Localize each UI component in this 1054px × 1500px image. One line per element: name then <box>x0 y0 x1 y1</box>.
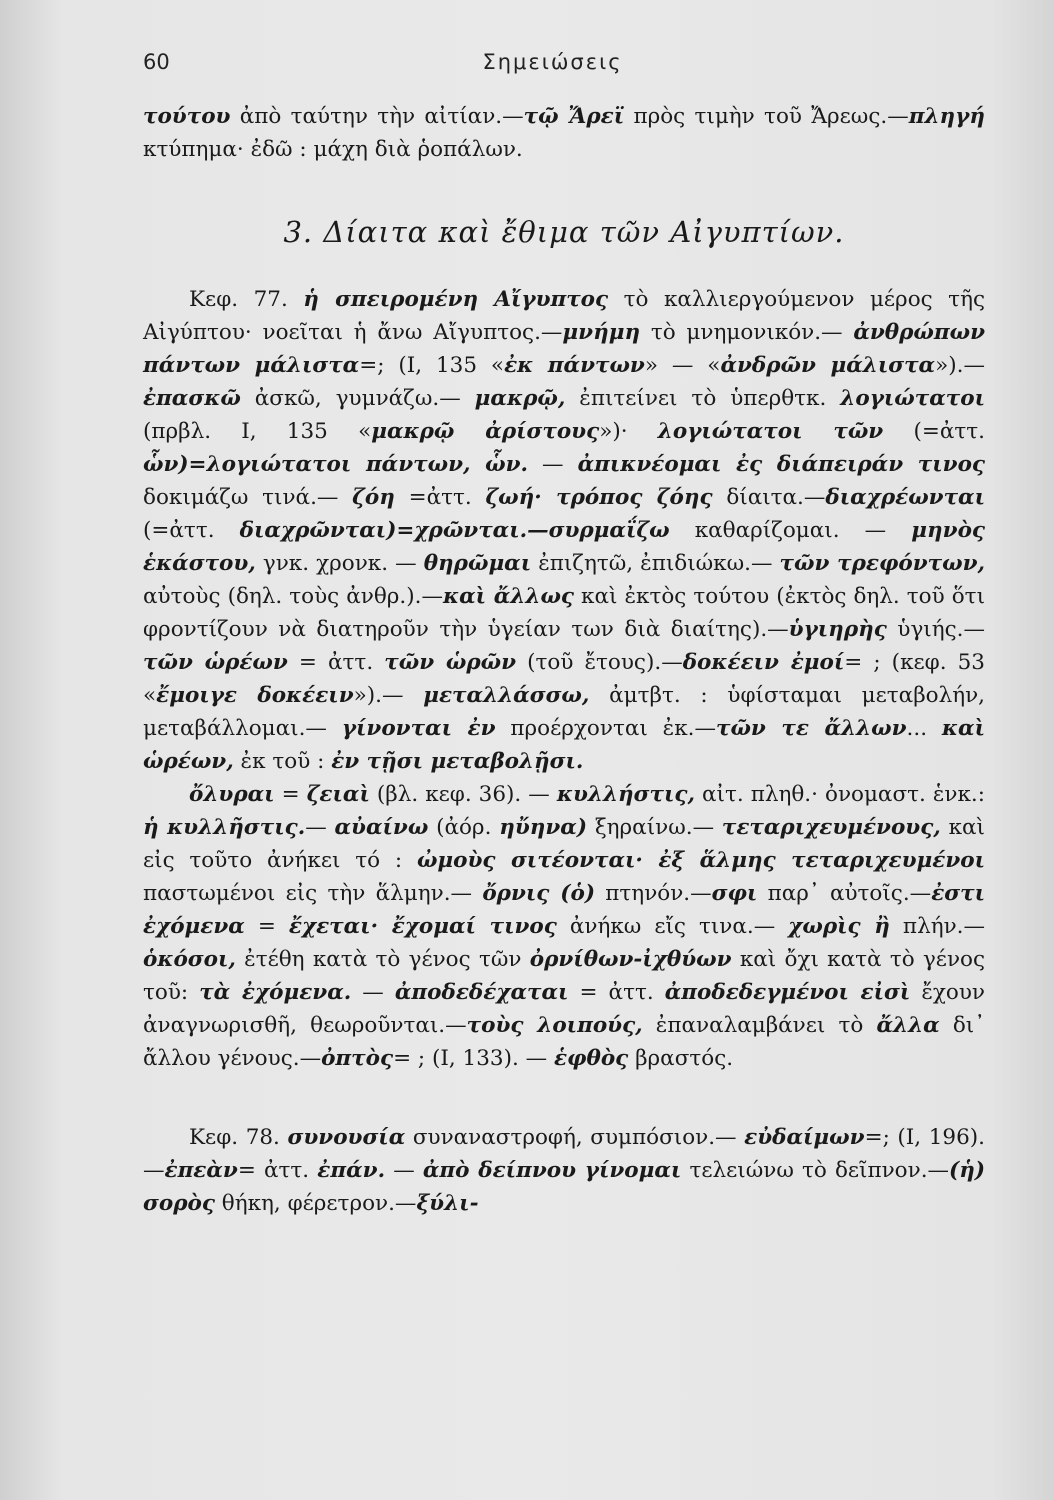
term: ἀπικνέομαι ἐς διάπειράν τινος <box>577 452 985 477</box>
gloss: αἰτ. πληθ.· ὀνομαστ. ἑνκ.: <box>694 782 986 807</box>
term: ὄρνις (ὁ) <box>482 881 595 906</box>
chapter-label: Κεφ. 78. <box>189 1125 288 1150</box>
term: ἐπεὰν <box>164 1158 238 1183</box>
term: ὀρνίθων-ἰχθύων <box>529 947 732 972</box>
chapter-77-paragraph <box>143 283 985 778</box>
gloss: (=ἀττ. <box>143 518 240 543</box>
term: ἐκ πάντων <box>504 353 645 378</box>
term: πληγή <box>908 104 985 129</box>
gloss: ἐπαναλαμβάνει τὸ <box>642 1013 877 1038</box>
term: λογιώτατοι τῶν <box>657 419 884 444</box>
term: ἐν τῇσι μεταβολῇσι. <box>331 749 584 774</box>
gloss: κτύπημα· ἐδῶ : μάχη διὰ ῥοπάλων. <box>143 137 523 162</box>
gloss: πλήν.— <box>889 914 985 939</box>
gloss: παστωμένοι εἰς τὴν ἅλμην.— <box>143 881 483 906</box>
term: μακρῷ, <box>474 386 566 411</box>
gloss: ἔχουν ἀναγνωρισθῆ, θεωροῦνται.— <box>143 980 986 1038</box>
gloss: (ἀόρ. <box>428 815 500 840</box>
gloss: » — « <box>644 353 721 378</box>
gloss: πτηνόν.— <box>595 881 712 906</box>
gloss: = <box>274 782 307 807</box>
term: δοκέειν ἐμοί <box>682 650 845 675</box>
gloss: = ; (κεφ. 53 « <box>143 650 985 708</box>
term: κυλλήστις, <box>556 782 695 807</box>
gloss: =; (I, 135 « <box>359 353 505 378</box>
gloss: ἀνήκω εἴς τινα.— <box>556 914 789 939</box>
gloss: — <box>385 1158 423 1183</box>
gloss: τελειώνω τὸ δεῖπνον.— <box>681 1158 950 1183</box>
chapter-78-paragraph <box>143 1121 985 1220</box>
gloss: = ἀττ. <box>237 1158 318 1183</box>
gloss: (=ἀττ. <box>883 419 985 444</box>
gloss: = ἀττ. <box>568 980 665 1005</box>
term: σφι <box>711 881 758 906</box>
term: γίνονται ἐν <box>341 716 496 741</box>
term: ἐπασκῶ <box>143 386 241 411</box>
gloss: παρ᾿ αὐτοῖς.— <box>757 881 932 906</box>
term: τεταριχευμένους, <box>721 815 941 840</box>
term: τοὺς λοιπούς, <box>466 1013 643 1038</box>
term: ὧν)=λογιώτατοι πάντων, ὧν. <box>143 452 529 477</box>
gloss: ἐτέθη κατὰ τὸ γένος τῶν <box>235 947 530 972</box>
term: ἀποδεδεγμένοι εἰσὶ <box>664 980 911 1005</box>
term: καὶ ἄλλως <box>443 584 575 609</box>
gloss: »)· <box>599 419 658 444</box>
term: ἀνθρώπων πάντων μάλιστα <box>143 320 986 378</box>
gloss: καθαρίζομαι. — <box>669 518 912 543</box>
term: διαχρέωνται <box>825 485 985 510</box>
term: τῶν τε ἄλλων <box>715 716 907 741</box>
olyrai-paragraph <box>143 778 985 1075</box>
term: ἔμοιγε δοκέειν <box>156 683 354 708</box>
gloss: ἐκ τοῦ : <box>233 749 332 774</box>
gloss: θήκη, φέρετρον.— <box>214 1191 417 1216</box>
paragraph-gap <box>143 1075 985 1121</box>
gloss: αὐτοὺς (δηλ. τοὺς ἀνθρ.).— <box>143 584 443 609</box>
gloss: = ἀττ. <box>287 650 385 675</box>
gloss: συναναστροφή, συμπόσιον.— <box>405 1125 745 1150</box>
gloss: =; (I, 196).— <box>143 1125 985 1183</box>
gloss: (τοῦ ἔτους).— <box>516 650 683 675</box>
page-body <box>143 100 985 1220</box>
gloss: — <box>351 980 395 1005</box>
term: ζόη <box>352 485 395 510</box>
term: τῷ Ἄρεϊ <box>523 104 625 129</box>
term: τὰ ἐχόμενα. <box>199 980 352 1005</box>
section-title: 3. Δίαιτα καὶ ἔθιμα τῶν Αἰγυπτίων. <box>283 215 845 249</box>
term: τῶν ὡρέων <box>143 650 288 675</box>
gloss: — <box>528 452 578 477</box>
gloss: ξηραίνω.— <box>587 815 722 840</box>
term: ζωή· τρόπος ζόης <box>485 485 713 510</box>
gloss: — <box>305 815 335 840</box>
term: ὀπτὸς <box>321 1046 394 1071</box>
gloss: ... <box>906 716 942 741</box>
gloss: =ἀττ. <box>394 485 486 510</box>
term: συνουσία <box>287 1125 406 1150</box>
gloss: δι᾿ ἄλλου γένους.— <box>143 1013 985 1071</box>
gloss: ἀσκῶ, γυμνάζω.— <box>240 386 475 411</box>
gloss: ἐπιζητῶ, ἐπιδιώκω.— <box>531 551 780 576</box>
gloss: ὑγιής.— <box>886 617 985 642</box>
gloss: ἀπὸ ταύτην τὴν αἰτίαν.— <box>230 104 524 129</box>
gloss: προέρχονται ἐκ.— <box>495 716 716 741</box>
term: ὁκόσοι, <box>143 947 236 972</box>
term: ηὔηνα) <box>499 815 588 840</box>
term: ὄλυραι <box>189 782 275 807</box>
gloss: (πρβλ. I, 135 « <box>143 419 372 444</box>
term: ἐπάν. <box>317 1158 386 1183</box>
intro-paragraph <box>143 100 985 166</box>
gloss: »).— <box>935 353 985 378</box>
term: μακρῷ ἀρίστους <box>371 419 600 444</box>
gloss: = ; (I, 133). — <box>393 1046 554 1071</box>
gloss: πρὸς τιμὴν τοῦ Ἄρεως.— <box>624 104 909 129</box>
gloss: δίαιτα.— <box>712 485 826 510</box>
term: αὐαίνω <box>334 815 429 840</box>
term: ξύλι- <box>416 1191 479 1216</box>
term: ζειαὶ <box>306 782 370 807</box>
gloss: καὶ ἐκτὸς τούτου (ἐκτὸς δηλ. τοῦ ὅτι φροντίζουν νὰ διατηροῦν τὴν ὑγείαν των διὰ διαίτης).— <box>143 584 986 642</box>
term: ἀνδρῶν μάλιστα <box>720 353 936 378</box>
gloss: γνκ. χρονκ. — <box>255 551 424 576</box>
gloss: τὸ μνημονικόν.— <box>640 320 854 345</box>
gloss: »).— <box>353 683 424 708</box>
term: ἑφθὸς <box>553 1046 629 1071</box>
term: τῶν τρεφόντων, <box>779 551 986 576</box>
gloss: καὶ ὄχι κατὰ τὸ γένος τοῦ: <box>143 947 985 1005</box>
term: ἔχεται· ἔχομαί τινος <box>288 914 557 939</box>
gloss: = <box>244 914 289 939</box>
term: τῶν ὡρῶν <box>384 650 517 675</box>
term: ὑγιηρὴς <box>788 617 887 642</box>
chapter-label: Κεφ. 77. <box>189 287 304 312</box>
page-number: 60 <box>143 50 170 74</box>
gloss: δοκιμάζω τινά.— <box>143 485 353 510</box>
term: μεταλλάσσω, <box>423 683 590 708</box>
term: καὶ ὡρέων, <box>143 716 985 774</box>
term: ἡ σπειρομένη Αἴγυπτος <box>303 287 609 312</box>
gloss: τὸ καλλιεργούμενον μέρος τῆς Αἰγύπτου· νοεῖται ἡ ἄνω Αἴγυπτος.— <box>143 287 985 345</box>
term: θηρῶμαι <box>423 551 532 576</box>
term: ἡ κυλλῆστις. <box>143 815 306 840</box>
term: (ἡ) σορὸς <box>143 1158 986 1216</box>
gloss: καὶ εἰς τοῦτο ἀνήκει τό : <box>143 815 985 873</box>
term: χωρὶς ἢ <box>788 914 890 939</box>
gloss: ἀμτβτ. : ὑφίσταμαι μεταβολήν, μεταβάλλομαι.— <box>143 683 985 741</box>
term: διαχρῶνται)=χρῶνται.—συρμαΐζω <box>239 518 670 543</box>
term: ἀποδεδέχαται <box>394 980 569 1005</box>
running-title: Σημειώσεις <box>482 50 623 74</box>
gloss: βραστός. <box>628 1046 734 1071</box>
gloss: (βλ. κεφ. 36). — <box>369 782 557 807</box>
page-header <box>143 44 962 80</box>
term: ὠμοὺς σιτέονται· ἐξ ἅλμης τεταριχευμένοι <box>416 848 985 873</box>
term: ἀπὸ δείπνου γίνομαι <box>422 1158 682 1183</box>
term: μηνὸς ἑκάστου, <box>143 518 985 576</box>
term: εὐδαίμων <box>744 1125 865 1150</box>
term: ἐστι ἐχόμενα <box>143 881 985 939</box>
term: λογιώτατοι <box>840 386 985 411</box>
term: τούτου <box>143 104 231 129</box>
gloss: ἐπιτείνει τὸ ὑπερθτκ. <box>565 386 841 411</box>
term: ἄλλα <box>876 1013 940 1038</box>
term: μνήμη <box>562 320 641 345</box>
